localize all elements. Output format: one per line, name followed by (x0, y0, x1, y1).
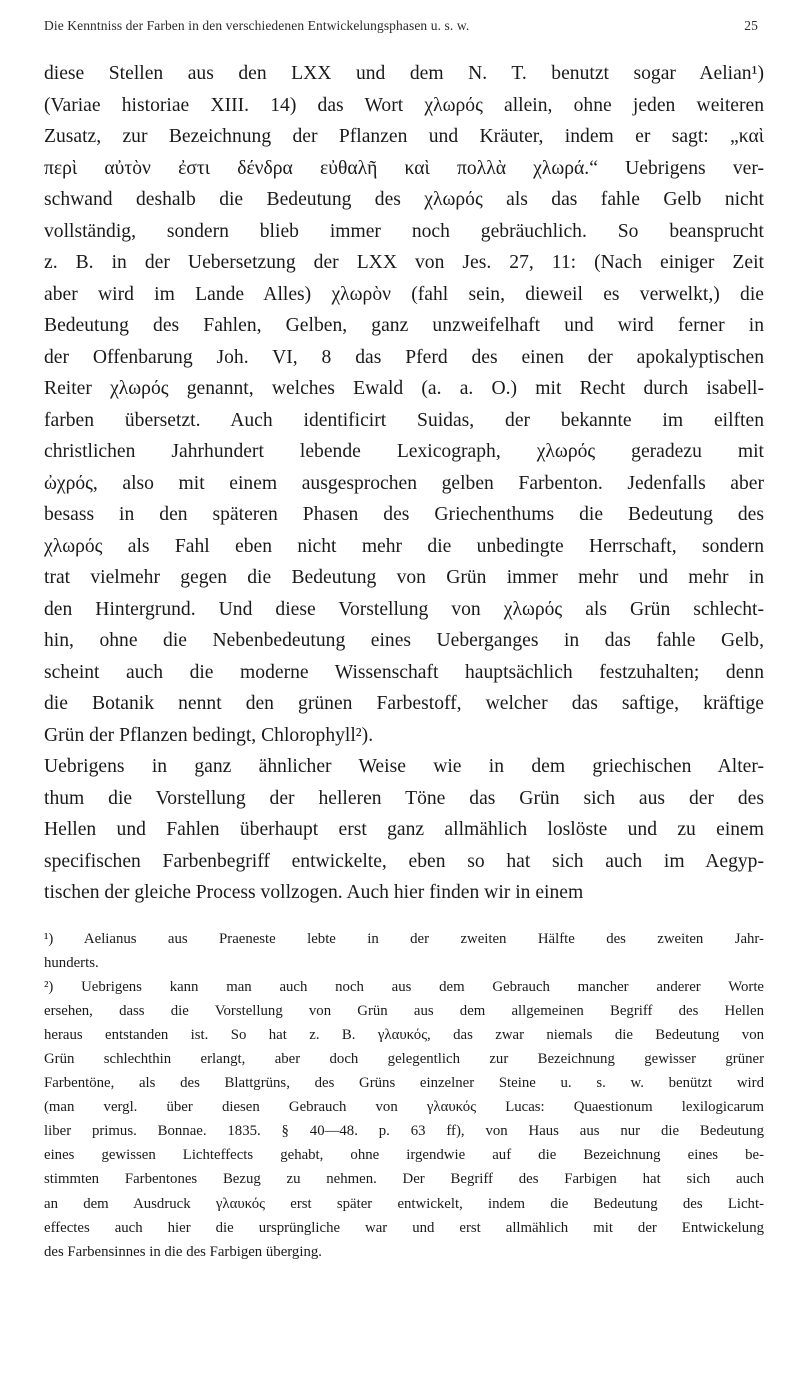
footnotes (44, 927, 764, 1264)
body-line: diese Stellen aus den LXX und dem N. T. benutzt sogar Aelian¹) (44, 63, 764, 84)
body-line: specifischen Farbenbegriff entwickelte, eben so hat sich auch im Aegyp- (44, 850, 764, 872)
body-line: Uebrigens in ganz ähnlicher Weise wie in dem griechischen Alter- (44, 756, 764, 777)
footnote-line: effectes auch hier die ursprüngliche war und erst allmählich mit der Entwickelung (44, 1219, 764, 1236)
body-line: der Offenbarung Joh. VI, 8 das Pferd des einen der apokalyptischen (44, 346, 764, 368)
body-line: z. B. in der Uebersetzung der LXX von Jes. 27, 11: (Nach einiger Zeit (44, 252, 764, 273)
footnote-line: Farbentöne, als des Blattgrüns, des Grüns einzelner Steine u. s. w. benützt wird (44, 1075, 764, 1092)
body-line: Zusatz, zur Bezeichnung der Pflanzen und Kräuter, indem er sagt: „καὶ (44, 126, 764, 147)
footnote-line: heraus entstanden ist. So hat z. B. γλαυκός, das zwar niemals die Bedeutung von (44, 1026, 764, 1043)
footnote-line: hunderts. (44, 954, 99, 971)
body-line: hin, ohne die Nebenbedeutung eines Ueberganges in das fahle Gelb, (44, 630, 764, 651)
body-line: vollständig, sondern blieb immer noch gebräuchlich. So beansprucht (44, 220, 764, 242)
footnote-line: ¹) Aelianus aus Praeneste lebte in der zweiten Hälfte des zweiten Jahr- (44, 930, 764, 947)
footnote-line: ²) Uebrigens kann man auch noch aus dem Gebrauch mancher anderer Worte (44, 978, 764, 995)
body-line: den Hintergrund. Und diese Vorstellung von χλωρός als Grün schlecht- (44, 598, 764, 620)
body-line: farben übersetzt. Auch identificirt Suidas, der bekannte im eilften (44, 409, 764, 431)
body-line: ὠχρός, also mit einem ausgesprochen gelben Farbenton. Jedenfalls aber (44, 472, 764, 494)
body-line: christlichen Jahrhundert lebende Lexicograph, χλωρός geradezu mit (44, 441, 764, 462)
footnote-line: stimmten Farbentones Bezug zu nehmen. Der Begriff des Farbigen hat sich auch (44, 1171, 764, 1188)
body-line: scheint auch die moderne Wissenschaft hauptsächlich festzuhalten; denn (44, 661, 764, 683)
body-text (44, 58, 764, 909)
footnote-line: an dem Ausdruck γλαυκός erst später entwickelt, indem die Bedeutung des Licht- (44, 1195, 764, 1212)
body-line: tischen der gleiche Process vollzogen. Auch hier finden wir in einem (44, 882, 584, 903)
footnote-line: (man vergl. über diesen Gebrauch von γλαυκός Lucas: Quaestionum lexilogicarum (44, 1099, 764, 1116)
body-line: aber wird im Lande Alles) χλωρὸν (fahl sein, dieweil es verwelkt,) die (44, 283, 764, 305)
body-line: (Variae historiae XIII. 14) das Wort χλωρός allein, ohne jeden weiteren (44, 94, 764, 116)
body-line: trat vielmehr gegen die Bedeutung von Grün immer mehr und mehr in (44, 567, 764, 588)
running-head (44, 18, 764, 40)
body-line: schwand deshalb die Bedeutung des χλωρός als das fahle Gelb nicht (44, 189, 764, 210)
body-line: besass in den späteren Phasen des Griechenthums die Bedeutung des (44, 504, 764, 525)
body-line: χλωρός als Fahl eben nicht mehr die unbedingte Herrschaft, sondern (44, 535, 764, 557)
body-line: Bedeutung des Fahlen, Gelben, ganz unzweifelhaft und wird ferner in (44, 315, 764, 336)
footnote-line: des Farbensinnes in die des Farbigen überging. (44, 1243, 322, 1260)
body-line: die Botanik nennt den grünen Farbestoff, welcher das saftige, kräftige (44, 693, 764, 714)
footnote-line: Grün schlechthin erlangt, aber doch gelegentlich zur Bezeichnung gewisser grüner (44, 1050, 764, 1067)
footnote-line: eines gewissen Lichteffects gehabt, ohne irgendwie auf die Bezeichnung eines be- (44, 1147, 764, 1164)
running-head-title: Die Kenntniss der Farben in den verschiedenen Entwickelungsphasen u. s. w. (44, 18, 470, 33)
body-line: thum die Vorstellung der helleren Töne das Grün sich aus der des (44, 787, 764, 809)
body-line: Grün der Pflanzen bedingt, Chlorophyll²). (44, 724, 374, 746)
body-line: Hellen und Fahlen überhaupt erst ganz allmählich loslöste und zu einem (44, 819, 764, 840)
body-line: περὶ αὐτὸν ἐστι δένδρα εὐθαλῆ καὶ πολλὰ χλωρά.“ Uebrigens ver- (44, 157, 764, 179)
body-line: Reiter χλωρός genannt, welches Ewald (a. a. O.) mit Recht durch isabell- (44, 378, 764, 399)
footnote-line: ersehen, dass die Vorstellung von Grün aus dem allgemeinen Begriff des Hellen (44, 1002, 764, 1019)
footnote-line: liber primus. Bonnae. 1835. § 40—48. p. 63 ff), von Haus aus nur die Bedeutung (44, 1123, 764, 1140)
page-number: 25 (744, 18, 758, 33)
